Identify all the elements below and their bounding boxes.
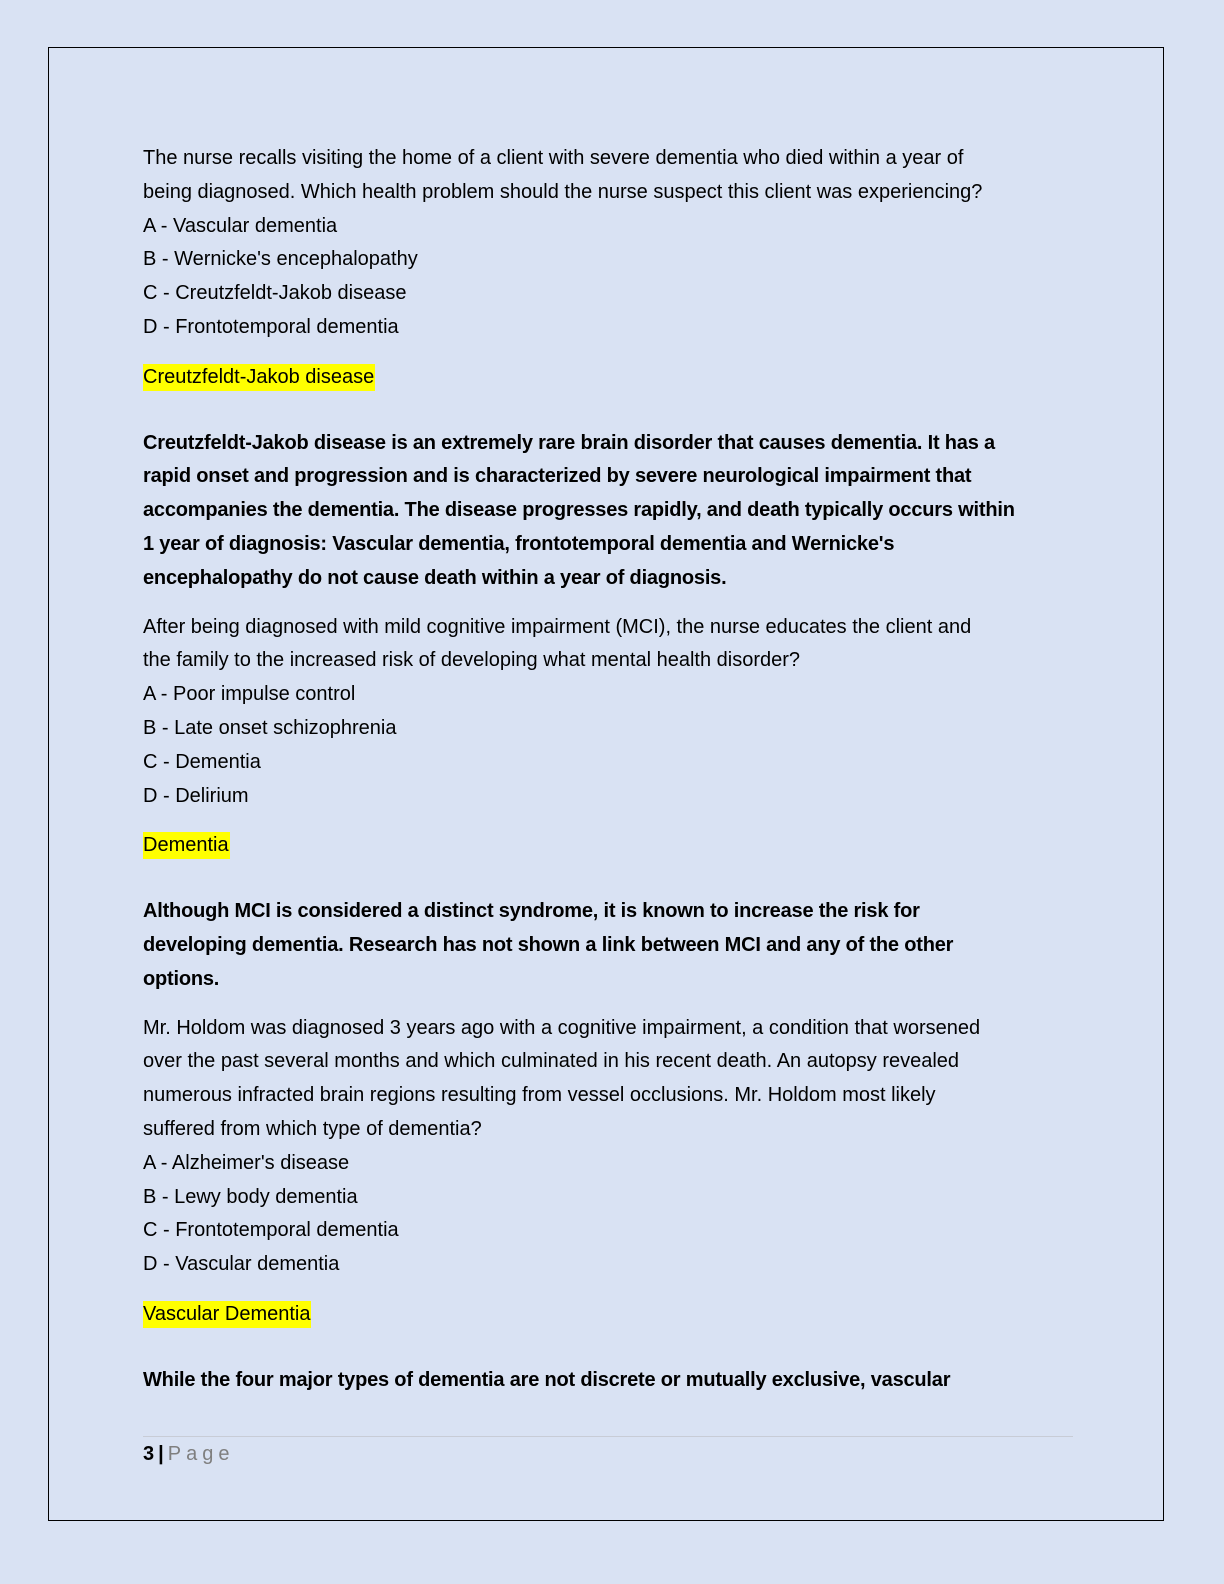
rationale-line: options.: [143, 967, 220, 990]
question-stem-line: The nurse recalls visiting the home of a client with severe dementia who died within a year of: [143, 147, 964, 169]
rationale-3: [143, 1364, 1078, 1398]
option-c: C - Frontotemporal dementia: [143, 1219, 399, 1242]
option-d: D - Delirium: [143, 784, 249, 807]
question-stem-line: Mr. Holdom was diagnosed 3 years ago with a cognitive impairment, a condition that worsened: [143, 1016, 981, 1039]
answer-options: [143, 678, 1078, 813]
correct-answer: [143, 1298, 1078, 1332]
question-stem-line: the family to the increased risk of developing what mental health disorder?: [143, 649, 801, 672]
rationale-2: [143, 895, 1078, 996]
rationale-line: rapid onset and progression and is characterized by severe neurological impairment that: [143, 465, 972, 488]
rationale-line: accompanies the dementia. The disease progresses rapidly, and death typically occurs within: [143, 499, 1015, 522]
question-1: [143, 142, 1078, 345]
option-a: A - Alzheimer's disease: [143, 1151, 350, 1174]
footer-divider: [143, 1436, 1073, 1437]
rationale-1: [143, 427, 1078, 596]
option-a: A - Vascular dementia: [143, 214, 338, 237]
option-b: B - Late onset schizophrenia: [143, 716, 397, 739]
rationale-line: developing dementia. Research has not shown a link between MCI and any of the other: [143, 933, 954, 956]
option-c: C - Dementia: [143, 750, 261, 773]
question-stem-line: After being diagnosed with mild cognitive impairment (MCI), the nurse educates the client and: [143, 615, 972, 638]
answer-highlight: Vascular Dementia: [143, 1301, 311, 1328]
correct-answer: [143, 829, 1078, 863]
rationale-line: encephalopathy do not cause death within a year of diagnosis.: [143, 566, 727, 589]
question-stem-line: suffered from which type of dementia?: [143, 1117, 482, 1140]
answer-highlight: Creutzfeldt-Jakob disease: [143, 364, 375, 391]
footer-separator: |: [158, 1443, 164, 1465]
page-label: Page: [167, 1443, 235, 1465]
question-2: [143, 611, 1078, 814]
question-stem-line: over the past several months and which culminated in his recent death. An autopsy revealed: [143, 1050, 960, 1073]
page-content: [143, 142, 1078, 1413]
option-b: B - Lewy body dementia: [143, 1185, 358, 1208]
correct-answer: [143, 361, 1078, 395]
page-number: 3: [143, 1443, 155, 1465]
answer-options: [143, 1147, 1078, 1282]
answer-highlight: Dementia: [143, 832, 230, 859]
page-footer: [143, 1440, 234, 1468]
question-stem-line: being diagnosed. Which health problem should the nurse suspect this client was experiencing?: [143, 180, 983, 203]
question-3: [143, 1012, 1078, 1282]
rationale-line: While the four major types of dementia are not discrete or mutually exclusive, vascular: [143, 1368, 951, 1391]
rationale-line: 1 year of diagnosis: Vascular dementia, frontotemporal dementia and Wernicke's: [143, 532, 895, 555]
option-d: D - Frontotemporal dementia: [143, 315, 399, 338]
question-stem-line: numerous infracted brain regions resulting from vessel occlusions. Mr. Holdom most likely: [143, 1084, 936, 1107]
option-d: D - Vascular dementia: [143, 1253, 340, 1276]
answer-options: [143, 210, 1078, 345]
option-a: A - Poor impulse control: [143, 683, 356, 706]
option-c: C - Creutzfeldt-Jakob disease: [143, 282, 407, 305]
rationale-line: Creutzfeldt-Jakob disease is an extremely rare brain disorder that causes dementia. It has a: [143, 431, 995, 454]
option-b: B - Wernicke's encephalopathy: [143, 248, 418, 271]
rationale-line: Although MCI is considered a distinct syndrome, it is known to increase the risk for: [143, 900, 920, 923]
